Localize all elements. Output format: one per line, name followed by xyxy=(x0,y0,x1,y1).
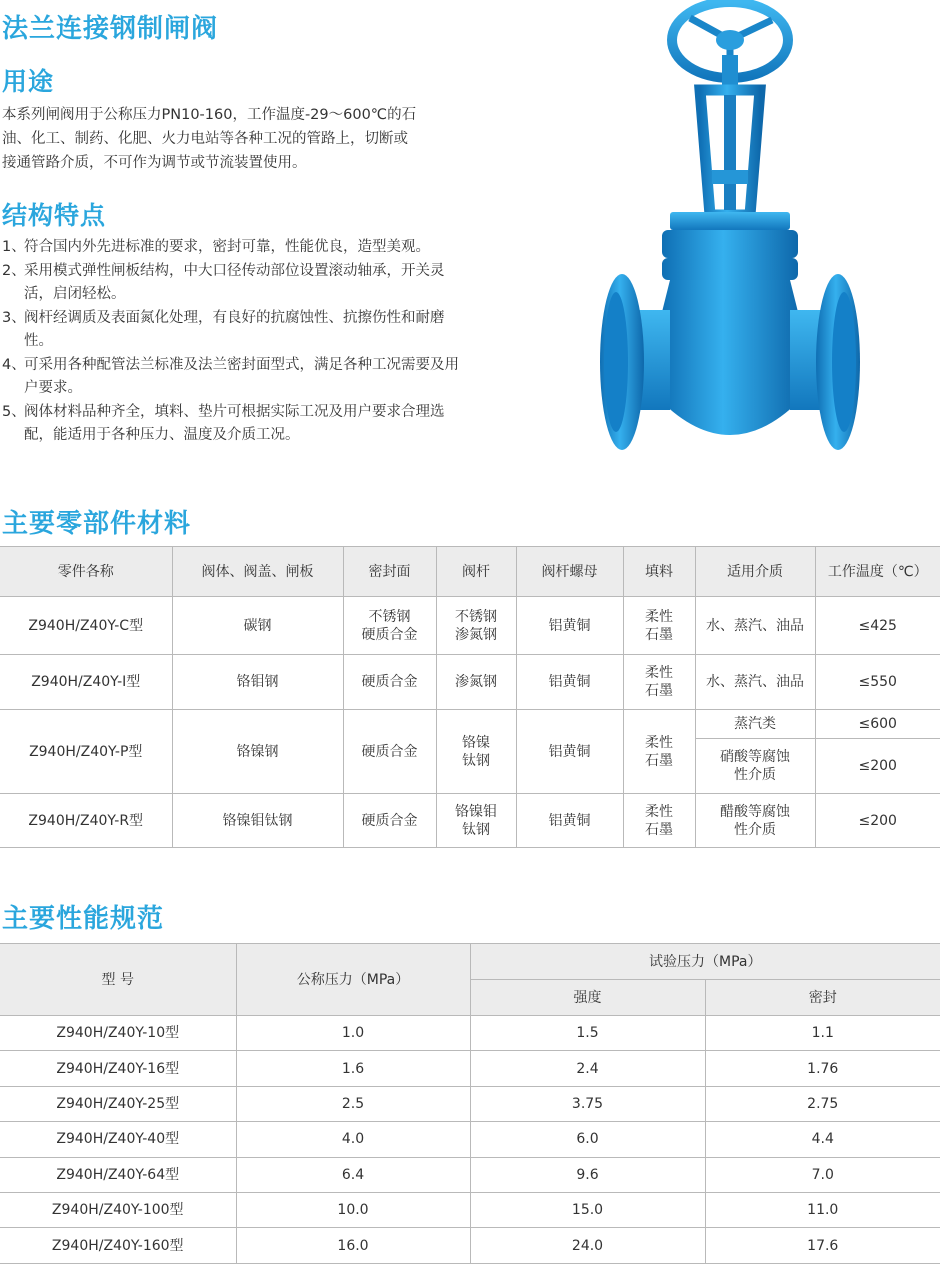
feature-number: 1、 xyxy=(2,239,26,255)
cell-model: Z940H/Z40Y-10型 xyxy=(0,1016,236,1051)
table-row xyxy=(0,1228,940,1263)
cell-seal: 4.4 xyxy=(705,1122,940,1157)
cell-model: Z940H/Z40Y-C型 xyxy=(0,597,172,655)
feature-number: 2、 xyxy=(2,263,26,279)
cell-stem: 铬镍钼 钛钢 xyxy=(436,794,516,848)
cell-seal: 17.6 xyxy=(705,1228,940,1263)
cell-media: 醋酸等腐蚀 性介质 xyxy=(695,794,815,848)
feature-text: 可采用各种配管法兰标准及法兰密封面型式，满足各种工况需要及用户要求。 xyxy=(24,357,459,396)
cell-strength: 24.0 xyxy=(470,1228,705,1263)
cell-body: 碳钢 xyxy=(172,597,343,655)
usage-line: 接通管路介质，不可作为调节或节流装置使用。 xyxy=(2,155,307,171)
materials-header-cell: 工作温度（℃） xyxy=(815,547,940,597)
cell-pn: 10.0 xyxy=(236,1192,470,1227)
cell-seal: 2.75 xyxy=(705,1086,940,1121)
feature-text: 符合国内外先进标准的要求，密封可靠，性能优良，造型美观。 xyxy=(24,239,430,255)
cell-strength: 9.6 xyxy=(470,1157,705,1192)
cell-strength: 1.5 xyxy=(470,1016,705,1051)
table-row xyxy=(0,710,940,739)
features-heading: 结构特点 xyxy=(2,201,107,230)
feature-item xyxy=(2,307,462,353)
cell-model: Z940H/Z40Y-160型 xyxy=(0,1228,236,1263)
usage-line: 本系列闸阀用于公称压力PN10-160，工作温度-29～600℃的石 xyxy=(2,107,417,123)
cell-model: Z940H/Z40Y-P型 xyxy=(0,710,172,794)
header-test-pressure: 试验压力（MPa） xyxy=(470,944,940,980)
usage-line: 油、化工、制药、化肥、火力电站等各种工况的管路上，切断或 xyxy=(2,131,408,147)
cell-temp: ≤200 xyxy=(815,794,940,848)
cell-model: Z940H/Z40Y-40型 xyxy=(0,1122,236,1157)
cell-nut: 铝黄铜 xyxy=(516,794,623,848)
cell-media: 硝酸等腐蚀 性介质 xyxy=(695,739,815,794)
cell-model: Z940H/Z40Y-64型 xyxy=(0,1157,236,1192)
feature-item xyxy=(2,260,462,306)
cell-stem: 渗氮钢 xyxy=(436,655,516,710)
cell-stem: 不锈钢 渗氮钢 xyxy=(436,597,516,655)
cell-stem: 铬镍 钛钢 xyxy=(436,710,516,794)
materials-header-cell: 零件各称 xyxy=(0,547,172,597)
cell-pn: 2.5 xyxy=(236,1086,470,1121)
page-title: 法兰连接钢制闸阀 xyxy=(2,14,219,44)
cell-nut: 铝黄铜 xyxy=(516,710,623,794)
feature-number: 3、 xyxy=(2,310,26,326)
cell-seal: 不锈钢 硬质合金 xyxy=(343,597,436,655)
cell-nut: 铝黄铜 xyxy=(516,597,623,655)
features-list xyxy=(2,236,462,448)
feature-text: 阀杆经调质及表面氮化处理，有良好的抗腐蚀性、抗擦伤性和耐磨性。 xyxy=(24,310,445,349)
table-row xyxy=(0,597,940,655)
header-model: 型 号 xyxy=(0,944,236,1016)
cell-media: 蒸汽类 xyxy=(695,710,815,739)
feature-text: 采用模式弹性闸板结构，中大口径传动部位设置滚动轴承，开关灵活，启闭轻松。 xyxy=(24,263,445,302)
table-row xyxy=(0,1086,940,1121)
cell-media: 水、蒸汽、油品 xyxy=(695,655,815,710)
cell-nut: 铝黄铜 xyxy=(516,655,623,710)
cell-media: 水、蒸汽、油品 xyxy=(695,597,815,655)
materials-header-cell: 阀杆 xyxy=(436,547,516,597)
materials-header-cell: 填料 xyxy=(623,547,695,597)
cell-packing: 柔性 石墨 xyxy=(623,794,695,848)
cell-body: 铬镍钼钛钢 xyxy=(172,794,343,848)
feature-text: 阀体材料品种齐全，填料、垫片可根据实际工况及用户要求合理选配，能适用于各种压力、温度及介质工况。 xyxy=(24,404,445,443)
cell-packing: 柔性 石墨 xyxy=(623,710,695,794)
header-nominal-pressure: 公称压力（MPa） xyxy=(236,944,470,1016)
feature-item xyxy=(2,354,462,400)
materials-header-cell: 密封面 xyxy=(343,547,436,597)
materials-header-cell: 阀体、阀盖、闸板 xyxy=(172,547,343,597)
cell-model: Z940H/Z40Y-R型 xyxy=(0,794,172,848)
cell-strength: 15.0 xyxy=(470,1192,705,1227)
feature-item xyxy=(2,236,462,259)
materials-table xyxy=(0,546,940,848)
cell-pn: 1.0 xyxy=(236,1016,470,1051)
cell-seal: 硬质合金 xyxy=(343,710,436,794)
cell-strength: 6.0 xyxy=(470,1122,705,1157)
table-row xyxy=(0,794,940,848)
gate-valve-image xyxy=(600,0,860,460)
cell-seal: 硬质合金 xyxy=(343,794,436,848)
cell-seal: 1.76 xyxy=(705,1051,940,1086)
cell-packing: 柔性 石墨 xyxy=(623,597,695,655)
cell-strength: 3.75 xyxy=(470,1086,705,1121)
specs-heading: 主要性能规范 xyxy=(2,904,165,934)
cell-pn: 1.6 xyxy=(236,1051,470,1086)
materials-header-row xyxy=(0,547,940,597)
specs-table xyxy=(0,943,940,1264)
header-seal: 密封 xyxy=(705,980,940,1016)
cell-temp: ≤550 xyxy=(815,655,940,710)
table-row xyxy=(0,1016,940,1051)
materials-header-cell: 适用介质 xyxy=(695,547,815,597)
feature-number: 5、 xyxy=(2,404,26,420)
cell-seal: 11.0 xyxy=(705,1192,940,1227)
cell-body: 铬钼钢 xyxy=(172,655,343,710)
cell-seal: 硬质合金 xyxy=(343,655,436,710)
cell-body: 铬镍钢 xyxy=(172,710,343,794)
cell-pn: 16.0 xyxy=(236,1228,470,1263)
cell-pn: 6.4 xyxy=(236,1157,470,1192)
cell-model: Z940H/Z40Y-I型 xyxy=(0,655,172,710)
feature-item xyxy=(2,401,462,447)
cell-seal: 7.0 xyxy=(705,1157,940,1192)
materials-header-cell: 阀杆螺母 xyxy=(516,547,623,597)
table-row xyxy=(0,1122,940,1157)
cell-pn: 4.0 xyxy=(236,1122,470,1157)
table-row xyxy=(0,1192,940,1227)
cell-temp: ≤200 xyxy=(815,739,940,794)
cell-packing: 柔性 石墨 xyxy=(623,655,695,710)
cell-temp: ≤600 xyxy=(815,710,940,739)
usage-text xyxy=(2,103,452,175)
cell-model: Z940H/Z40Y-100型 xyxy=(0,1192,236,1227)
table-row xyxy=(0,655,940,710)
specs-header-row xyxy=(0,944,940,980)
materials-heading: 主要零部件材料 xyxy=(2,509,192,539)
header-strength: 强度 xyxy=(470,980,705,1016)
table-row xyxy=(0,1157,940,1192)
feature-number: 4、 xyxy=(2,357,26,373)
usage-heading: 用途 xyxy=(2,67,55,96)
cell-strength: 2.4 xyxy=(470,1051,705,1086)
cell-temp: ≤425 xyxy=(815,597,940,655)
table-row xyxy=(0,1051,940,1086)
cell-seal: 1.1 xyxy=(705,1016,940,1051)
cell-model: Z940H/Z40Y-25型 xyxy=(0,1086,236,1121)
cell-model: Z940H/Z40Y-16型 xyxy=(0,1051,236,1086)
